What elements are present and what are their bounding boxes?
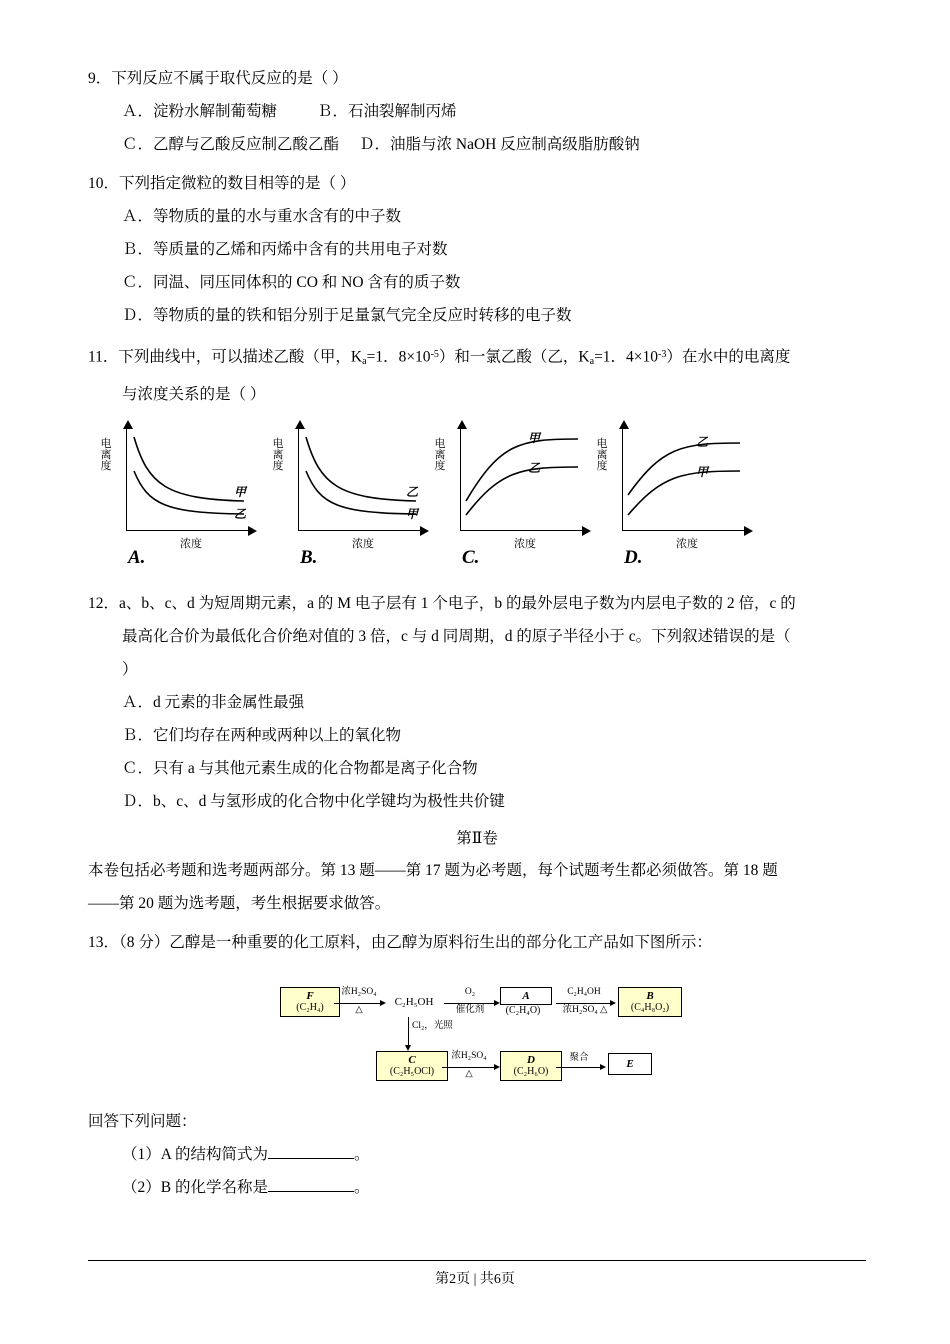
question-9-option-d: Ｄ．油脂与浓 NaOH 反应制高级脂肪酸钠 bbox=[359, 136, 640, 153]
flow-box-f bbox=[280, 987, 340, 1017]
flow-box-b-formula: (C₄H₈O₂) bbox=[630, 1002, 670, 1013]
section-2-line-2: ——第 20 题为选考题，考生根据要求做答。 bbox=[88, 895, 391, 912]
question-9-option-row-2 bbox=[88, 128, 866, 161]
flow-line-c-d bbox=[442, 1067, 496, 1068]
flow-box-d bbox=[500, 1051, 562, 1081]
question-13-sub-2-end: 。 bbox=[353, 1179, 370, 1196]
flow-label-catalyst: 催化剂 bbox=[455, 1005, 485, 1015]
chart-a-x-label: 浓度 bbox=[180, 538, 202, 550]
chart-b-y-label: 电离度 bbox=[272, 438, 284, 472]
flow-ethanol: C₂H₅OH bbox=[394, 996, 434, 1008]
flow-box-d-label: D bbox=[527, 1054, 535, 1066]
question-13 bbox=[88, 926, 866, 1204]
section-2-title: 第Ⅱ卷 bbox=[456, 830, 498, 847]
question-10-option-d: Ｄ．等物质的量的铁和铝分别于足量氯气完全反应时转移的电子数 bbox=[122, 307, 572, 324]
chart-option-d bbox=[596, 421, 752, 571]
question-11-stem-line1 bbox=[88, 338, 866, 378]
question-13-sub-1 bbox=[88, 1138, 866, 1171]
question-9-option-b: Ｂ．石油裂解制丙烯 bbox=[317, 103, 457, 120]
flow-box-f-label: F bbox=[306, 990, 314, 1002]
flow-label-cl2: Cl₂，光照 bbox=[412, 1021, 453, 1031]
flow-label-f-top: 浓H₂SO₄ bbox=[341, 987, 377, 997]
flow-box-a bbox=[500, 987, 552, 1005]
q11-mid2: ）和一氯乙酸（乙，K bbox=[438, 348, 590, 366]
question-11-stem-line2: 与浓度关系的是（ ） bbox=[122, 386, 266, 403]
question-13-sub-2-text: （2）B 的化学名称是 bbox=[122, 1179, 268, 1196]
chart-b-curve-label-1: 乙 bbox=[406, 485, 419, 499]
flow-box-a-formula: (C₂H₄O) bbox=[505, 1005, 541, 1016]
q11-pre: 11．下列曲线中，可以描述乙酸（甲，K bbox=[88, 348, 363, 366]
flow-box-c-formula: (C₂H₅OCl) bbox=[389, 1066, 435, 1077]
question-12-stem-line2: 最高化合价为最低化合价绝对值的 3 倍，c 与 d 同周期，d 的原子半径小于 c。下列叙述错误的是（ bbox=[122, 628, 791, 645]
flow-box-a-label: A bbox=[522, 990, 530, 1002]
flow-box-c bbox=[376, 1051, 448, 1081]
question-12-option-a: Ａ．d 元素的非金属性最强 bbox=[122, 694, 305, 711]
question-10 bbox=[88, 167, 866, 332]
question-12 bbox=[88, 587, 866, 818]
chart-a-y-label: 电离度 bbox=[100, 438, 112, 472]
flow-label-c-right-top: 浓H₂SO₄ bbox=[451, 1051, 487, 1061]
chart-a-curve-label-2: 乙 bbox=[234, 507, 247, 521]
chart-c-curve-label-1: 甲 bbox=[528, 431, 541, 445]
chart-c-y-label: 电离度 bbox=[434, 438, 446, 472]
chart-option-c bbox=[434, 421, 590, 571]
flow-box-e-label: E bbox=[626, 1058, 634, 1070]
question-9 bbox=[88, 62, 866, 161]
flow-label-o2: O₂ bbox=[464, 987, 476, 997]
flow-line-d-e bbox=[556, 1067, 602, 1068]
chart-a-caption: A. bbox=[128, 547, 146, 568]
question-12-option-d: Ｄ．b、c、d 与氢形成的化合物中化学键均为极性共价键 bbox=[122, 793, 505, 810]
q11-mid3: =1．4×10 bbox=[594, 348, 659, 366]
chart-d-y-label: 电离度 bbox=[596, 438, 608, 472]
chart-option-a bbox=[100, 421, 256, 571]
question-11 bbox=[88, 338, 866, 581]
q11-mid1: =1．8×10 bbox=[366, 348, 431, 366]
chart-c-caption: C. bbox=[462, 547, 480, 568]
flow-label-f-bottom: △ bbox=[355, 1005, 363, 1015]
chart-d-x-label: 浓度 bbox=[676, 538, 698, 550]
chart-b-caption: B. bbox=[300, 547, 318, 568]
question-9-option-c: Ｃ．乙醇与乙酸反应制乙酸乙酯 bbox=[122, 136, 340, 153]
flow-box-b-label: B bbox=[646, 990, 654, 1002]
flow-line-f-ethanol bbox=[334, 1003, 382, 1004]
question-13-sub-1-text: （1）A 的结构简式为 bbox=[122, 1146, 268, 1163]
chart-a-curve-label-1: 甲 bbox=[234, 485, 247, 499]
question-13-answer-prompt: 回答下列问题： bbox=[88, 1113, 197, 1130]
flow-arrow-d-e bbox=[600, 1064, 606, 1070]
page-content bbox=[88, 62, 866, 1210]
question-13-sub-2 bbox=[88, 1171, 866, 1204]
flow-box-c-label: C bbox=[408, 1054, 416, 1066]
question-12-option-b: Ｂ．它们均存在两种或两种以上的氧化物 bbox=[122, 727, 402, 744]
question-10-option-c: Ｃ．同温、同压同体积的 CO 和 NO 含有的质子数 bbox=[122, 274, 461, 291]
question-10-stem: 10．下列指定微粒的数目相等的是（ ） bbox=[88, 175, 356, 192]
question-13-stem: 13．（8 分）乙醇是一种重要的化工原料，由乙醇为原料衍生出的部分化工产品如下图所示： bbox=[88, 934, 712, 951]
chart-c-x-label: 浓度 bbox=[514, 538, 536, 550]
question-13-flow-diagram bbox=[88, 965, 866, 1095]
chart-d-curve-label-1: 乙 bbox=[696, 435, 709, 449]
flow-box-d-formula: (C₂H₆O) bbox=[513, 1066, 549, 1077]
q11-sup1: -5 bbox=[430, 349, 439, 360]
footer-rule bbox=[88, 1260, 866, 1261]
question-13-sub-2-blank[interactable] bbox=[268, 1191, 354, 1192]
question-13-sub-1-end: 。 bbox=[353, 1146, 370, 1163]
question-9-stem: 9．下列反应不属于取代反应的是（ ） bbox=[88, 70, 348, 87]
section-2-line-1: 本卷包括必考题和选考题两部分。第 13 题——第 17 题为必考题，每个试题考生都必须做答。第 18 题 bbox=[88, 862, 778, 879]
question-10-option-a: Ａ．等物质的量的水与重水含有的中子数 bbox=[122, 208, 402, 225]
flow-line-a-b bbox=[556, 1003, 612, 1004]
chart-c-curves bbox=[460, 427, 584, 531]
footer-text: 第2页 | 共6页 bbox=[435, 1272, 515, 1287]
q11-end: ）在水中的电离度 bbox=[666, 348, 791, 366]
question-12-option-c: Ｃ．只有 a 与其他元素生成的化合物都是离子化合物 bbox=[122, 760, 478, 777]
chart-b-curves bbox=[298, 427, 422, 531]
chart-a-curves bbox=[126, 427, 250, 531]
question-9-option-a: Ａ．淀粉水解制葡萄糖 bbox=[122, 103, 278, 120]
question-12-stem-line1: 12．a、b、c、d 为短周期元素，a 的 M 电子层有 1 个电子，b 的最外层电子数为内层电子数的 2 倍，c 的 bbox=[88, 595, 796, 612]
q11-sub-a1: a bbox=[362, 356, 367, 367]
question-12-stem-line3: ） bbox=[122, 661, 138, 678]
chart-d-curve-label-2: 甲 bbox=[696, 465, 709, 479]
flow-label-c-right-bottom: △ bbox=[465, 1069, 473, 1079]
flow-box-f-formula: (C₂H₄) bbox=[296, 1002, 324, 1013]
question-9-option-row-1 bbox=[88, 95, 866, 128]
page-footer bbox=[0, 1268, 950, 1288]
chart-option-b bbox=[272, 421, 428, 571]
flow-box-b bbox=[618, 987, 682, 1017]
chart-d-curves bbox=[622, 427, 746, 531]
chart-b-x-label: 浓度 bbox=[352, 538, 374, 550]
q11-sub-a2: a bbox=[589, 356, 595, 367]
flow-box-e bbox=[608, 1053, 652, 1075]
flow-line-ethanol-a bbox=[444, 1003, 496, 1004]
flow-label-ester-top: C₂H₄OH bbox=[567, 987, 601, 997]
flow-label-polymerize: 聚合 bbox=[569, 1053, 589, 1063]
chart-d-caption: D. bbox=[624, 547, 643, 568]
question-13-sub-1-blank[interactable] bbox=[268, 1158, 354, 1159]
flow-label-ester-bottom: 浓H₂SO₄ △ bbox=[562, 1005, 608, 1015]
chart-b-curve-label-2: 甲 bbox=[406, 507, 419, 521]
question-10-option-b: Ｂ．等质量的乙烯和丙烯中含有的共用电子对数 bbox=[122, 241, 448, 258]
question-11-chart-row bbox=[88, 421, 866, 581]
chart-c-curve-label-2: 乙 bbox=[528, 461, 541, 475]
q11-sup2: -3 bbox=[658, 349, 667, 360]
